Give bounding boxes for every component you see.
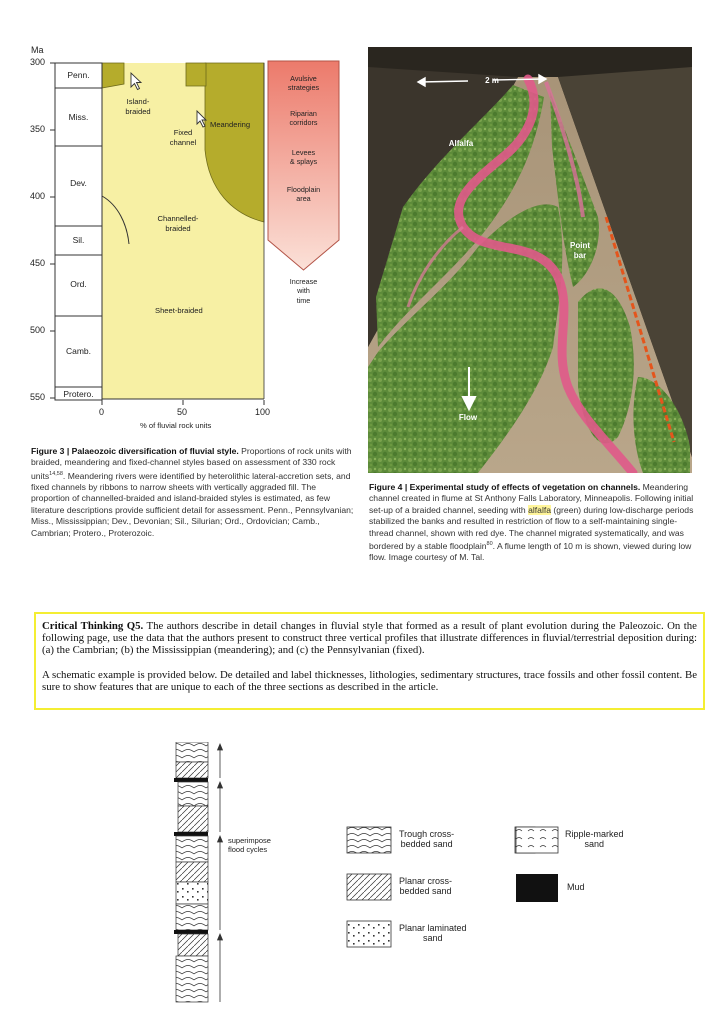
schematic-column	[170, 742, 270, 1004]
figure-3-caption-title: Figure 3 | Palaeozoic diversification of fluvial style.	[31, 446, 239, 456]
figure-4-caption-c: . A flume length of 10 m is shown, viewed during low flow. Image courtesy of M. Tal.	[369, 540, 692, 563]
legend-mud-label: Mud	[567, 882, 585, 892]
legend-planar-cross-label: Planar cross- bedded sand	[399, 876, 453, 896]
figure-3	[0, 0, 360, 440]
label-channelled-braided: Channelled- braided	[157, 214, 199, 233]
period-protero: Protero.	[63, 389, 94, 399]
legend-ripple-swatch-full	[516, 827, 558, 853]
figure-3-caption-ref: 14,58	[49, 470, 63, 477]
x-tick-50: 50	[177, 407, 188, 417]
legend-ripple-label: Ripple-marked sand	[565, 829, 624, 849]
fixed-channel-area	[186, 63, 206, 86]
x-axis-label: % of fluvial rock units	[140, 421, 212, 430]
legend-trough-swatch	[347, 827, 391, 853]
figure-4-caption-highlight: alfalfa	[528, 504, 552, 515]
flow-photo-label: Flow	[458, 413, 478, 422]
legend-mud-swatch	[516, 874, 558, 902]
scale-bar-label: 2 m	[485, 76, 499, 85]
figure-4-caption-a: Meandering channel created in flume at St Anthony Falls Laboratory, Minneapolis. Following initial set-up of a braided channel, seeding with	[369, 482, 694, 515]
period-penn: Penn.	[67, 70, 90, 80]
figure-4-caption-ref: 80	[486, 541, 493, 548]
question-paragraph-1	[42, 620, 697, 657]
figure-3-caption-body-2: . Meandering rivers were identified by heterolithic lateral-accretion sets, and fixed channels by ribbons to narrow sheets with vertically aggraded fill. The proportion of channelled-braided and island-braided styles is estimated, as few literature descriptions provide sufficient detail for assessment. Penn., Pennsylvanian; Miss., Mississippian; Dev., Devonian; Sil., Silurian; Ord., Ordovician; Camb., Cambrian; Protero., Proterozoic.	[31, 470, 354, 538]
label-fixed-channel: Fixed channel	[169, 128, 197, 147]
point-bar-photo-label: Point bar	[570, 241, 590, 260]
period-miss: Miss.	[68, 112, 89, 122]
question-text-1: The authors describe in detail changes in fluvial style that formed as a result of plant evolution during the Paleozoic. On the following page, use the data that the authors present to construct three vertical profiles that illustrate differences in fluvial/terrestrial deposition during: (a) the Cambrian; (b) the Mississippian (meandering); and (c) the Pennsylvanian (fixed).	[42, 620, 697, 657]
period-sil: Sil.	[72, 235, 85, 245]
figure-4-caption	[369, 482, 699, 564]
label-island-braided: Island- braided	[125, 97, 151, 116]
label-meandering: Meandering	[210, 120, 251, 129]
arrow-item-floodplain: Floodplain area	[286, 185, 321, 204]
question-title: Critical Thinking Q5.	[42, 620, 144, 632]
x-tick-0: 0	[99, 407, 105, 417]
arrow-bottom-label: Increase with time	[289, 277, 318, 305]
legend-planar-cross-swatch	[347, 874, 391, 900]
figure-3-caption	[31, 446, 356, 539]
figure-3-caption-body: Proportions of rock units with braided, meandering and fixed-channel styles based on assessment of 330 rock units	[31, 446, 352, 481]
period-camb: Camb.	[65, 346, 92, 356]
island-braided-area	[102, 63, 124, 88]
figure-4-caption-b: (green) during low-discharge periods stabilized the banks and resulted in restriction of flow to a self-maintaining single-thread channel, shown with red dye. The channel migrated systematically, and was bordered by a stable floodplain	[369, 504, 694, 551]
y-tick-550: 550	[30, 392, 46, 402]
critical-thinking-box	[34, 612, 705, 710]
y-tick-450: 450	[30, 258, 46, 268]
legend-trough-label: Trough cross- bedded sand	[399, 829, 455, 849]
y-tick-500: 500	[30, 325, 46, 335]
question-text-2: A schematic example is provided below. De detailed and label thicknesses, lithologies, sedimentary structures, trace fossils and other fossil content. Be sure to show features that are unique to each of the three sections as described in the article.	[42, 668, 697, 693]
legend-planar-lam-label: Planar laminated sand	[399, 923, 467, 943]
arrow-item-riparian: Riparian corridors	[289, 109, 318, 128]
arrow-item-avulsive: Avulsive strategies	[287, 74, 320, 93]
label-sheet-braided: Sheet-braided	[155, 306, 203, 315]
period-ord: Ord.	[70, 279, 87, 289]
y-tick-300: 300	[30, 57, 46, 67]
ma-label: Ma	[31, 45, 44, 55]
y-tick-350: 350	[30, 124, 46, 134]
x-tick-100: 100	[255, 407, 271, 417]
alfalfa-photo-label: Alfalfa	[448, 139, 474, 148]
figure-4-caption-title: Figure 4 | Experimental study of effects of vegetation on channels.	[369, 482, 641, 492]
schematic-annotation: superimpose flood cycles	[228, 836, 271, 854]
y-tick-400: 400	[30, 191, 46, 201]
figure-4-photo	[368, 47, 692, 473]
legend-planar-lam-swatch	[347, 921, 391, 947]
period-dev: Dev.	[70, 178, 87, 188]
arrow-item-levees: Levees & splays	[289, 148, 318, 167]
